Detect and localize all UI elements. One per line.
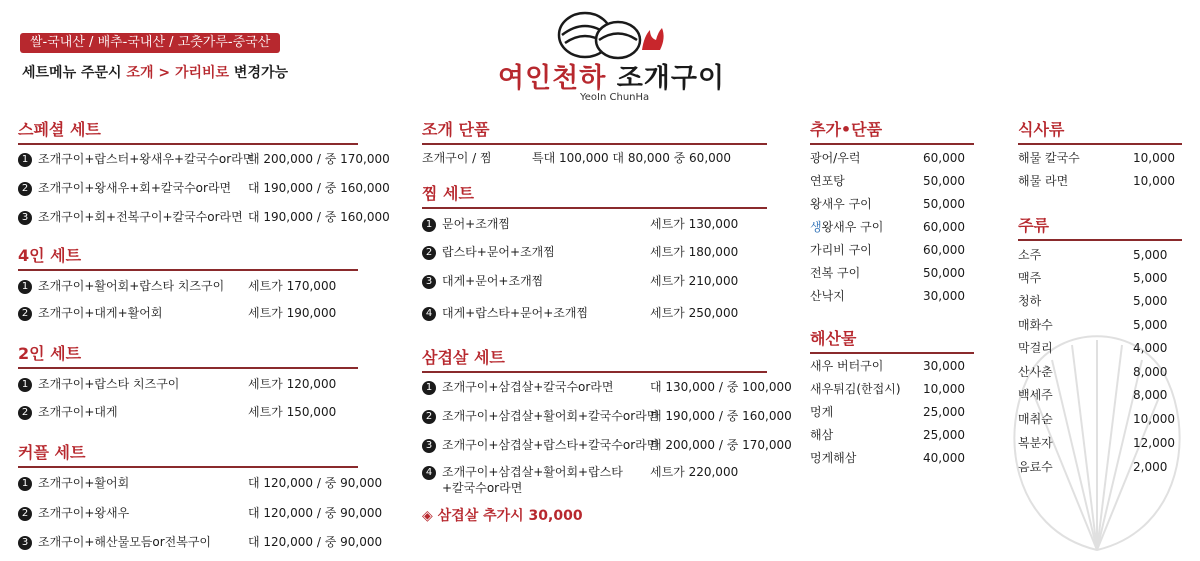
couple-item-2: 2 조개구이+왕새우 대 120,000 / 중 90,000 [18, 504, 378, 522]
pork-item-4: 4 조개구이+삼겹살+활어회+랍스타 세트가 220,000 [422, 463, 782, 481]
drink-item-8: 매취순 10,000 [1018, 412, 1175, 426]
drink-item-5: 막걸리 4,000 [1018, 341, 1168, 355]
addon-item-4: 생왕새우 구이 60,000 [810, 220, 965, 234]
addon-item-2: 연포탕 50,000 [810, 174, 965, 188]
drink-item-7: 백세주 8,000 [1018, 388, 1168, 402]
drink-item-6: 산사춘 8,000 [1018, 365, 1168, 379]
origin-badge: 쌀-국내산 / 배추-국내산 / 고춧가루-중국산 [20, 33, 280, 53]
brand-subtitle: YeoIn ChunHa [580, 92, 650, 103]
seafood-item-1: 새우 버터구이 30,000 [810, 359, 965, 373]
special-item-2: 2 조개구이+왕새우+회+칼국수or라면 대 190,000 / 중 160,000 [18, 179, 378, 197]
seafood-item-4: 해삼 25,000 [810, 428, 965, 442]
steam-item-4: 4 대게+랍스타+문어+조개찜 세트가 250,000 [422, 304, 767, 322]
drink-item-1: 소주 5,000 [1018, 248, 1168, 262]
two-item-1: 1 조개구이+랍스타 치즈구이 세트가 120,000 [18, 375, 378, 393]
pork-extra-note: ◈ 삼겹살 추가시 30,000 [422, 508, 583, 524]
steam-item-2: 2 랍스타+문어+조개찜 세트가 180,000 [422, 243, 767, 261]
couple-item-3: 3 조개구이+해산물모듬or전복구이 대 120,000 / 중 90,000 [18, 533, 378, 551]
couple-item-1: 1 조개구이+활어회 대 120,000 / 중 90,000 [18, 474, 378, 492]
drink-item-2: 맥주 5,000 [1018, 271, 1168, 285]
brand-title: 여인천하 조개구이 [498, 63, 726, 94]
addon-item-7: 산낙지 30,000 [810, 289, 965, 303]
meal-item-2: 해물 라면 10,000 [1018, 174, 1175, 188]
pork-item-4-line2: +칼국수or라면 [442, 481, 523, 495]
four-item-2: 2 조개구이+대게+활어회 세트가 190,000 [18, 304, 378, 322]
steam-item-3: 3 대게+문어+조개찜 세트가 210,000 [422, 272, 767, 290]
steam-set-title: 찜 세트 [422, 181, 767, 209]
drink-item-9: 복분자 12,000 [1018, 436, 1175, 450]
pork-item-1: 1 조개구이+삼겹살+칼국수or라면 대 130,000 / 중 100,000 [422, 378, 782, 396]
addon-item-1: 광어/우럭 60,000 [810, 151, 965, 165]
drink-item-10: 음료수 2,000 [1018, 460, 1168, 474]
four-set-title: 4인 세트 [18, 243, 358, 271]
special-set-title: 스페셜 세트 [18, 117, 358, 145]
couple-set-title: 커플 세트 [18, 440, 358, 468]
two-item-2: 2 조개구이+대게 세트가 150,000 [18, 403, 378, 421]
addon-item-3: 왕새우 구이 50,000 [810, 197, 965, 211]
notice-text: 세트메뉴 주문시 조개 > 가리비로 변경가능 [22, 65, 289, 81]
special-item-3: 3 조개구이+회+전복구이+칼국수or라면 대 190,000 / 중 160,000 [18, 208, 378, 226]
drink-item-3: 청하 5,000 [1018, 294, 1168, 308]
seafood-item-5: 멍게해삼 40,000 [810, 451, 965, 465]
seafood-item-2: 새우튀김(한접시) 10,000 [810, 382, 965, 396]
two-set-title: 2인 세트 [18, 341, 358, 369]
pork-set-title: 삼겹살 세트 [422, 345, 767, 373]
drink-item-4: 매화수 5,000 [1018, 318, 1168, 332]
seafood-title: 해산물 [810, 326, 974, 354]
addon-item-6: 전복 구이 50,000 [810, 266, 965, 280]
addon-item-5: 가리비 구이 60,000 [810, 243, 965, 257]
meal-title: 식사류 [1018, 117, 1182, 145]
pork-item-2: 2 조개구이+삼겹살+활어회+칼국수or라면 대 190,000 / 중 160,000 [422, 407, 782, 425]
meal-item-1: 해물 칼국수 10,000 [1018, 151, 1175, 165]
single-clam-item: 조개구이 / 찜 특대 100,000 대 80,000 중 60,000 [422, 151, 732, 165]
drinks-title: 주류 [1018, 213, 1182, 241]
steam-item-1: 1 문어+조개찜 세트가 130,000 [422, 215, 767, 233]
four-item-1: 1 조개구이+활어회+랍스타 치즈구이 세트가 170,000 [18, 277, 378, 295]
single-clam-title: 조개 단품 [422, 117, 767, 145]
special-item-1: 1 조개구이+랍스터+왕새우+칼국수or라면 대 200,000 / 중 170,000 [18, 150, 378, 168]
addon-title: 추가•단품 [810, 117, 974, 145]
seafood-item-3: 멍게 25,000 [810, 405, 965, 419]
pork-item-3: 3 조개구이+삼겹살+랍스타+칼국수or라면 대 200,000 / 중 170,000 [422, 436, 782, 454]
